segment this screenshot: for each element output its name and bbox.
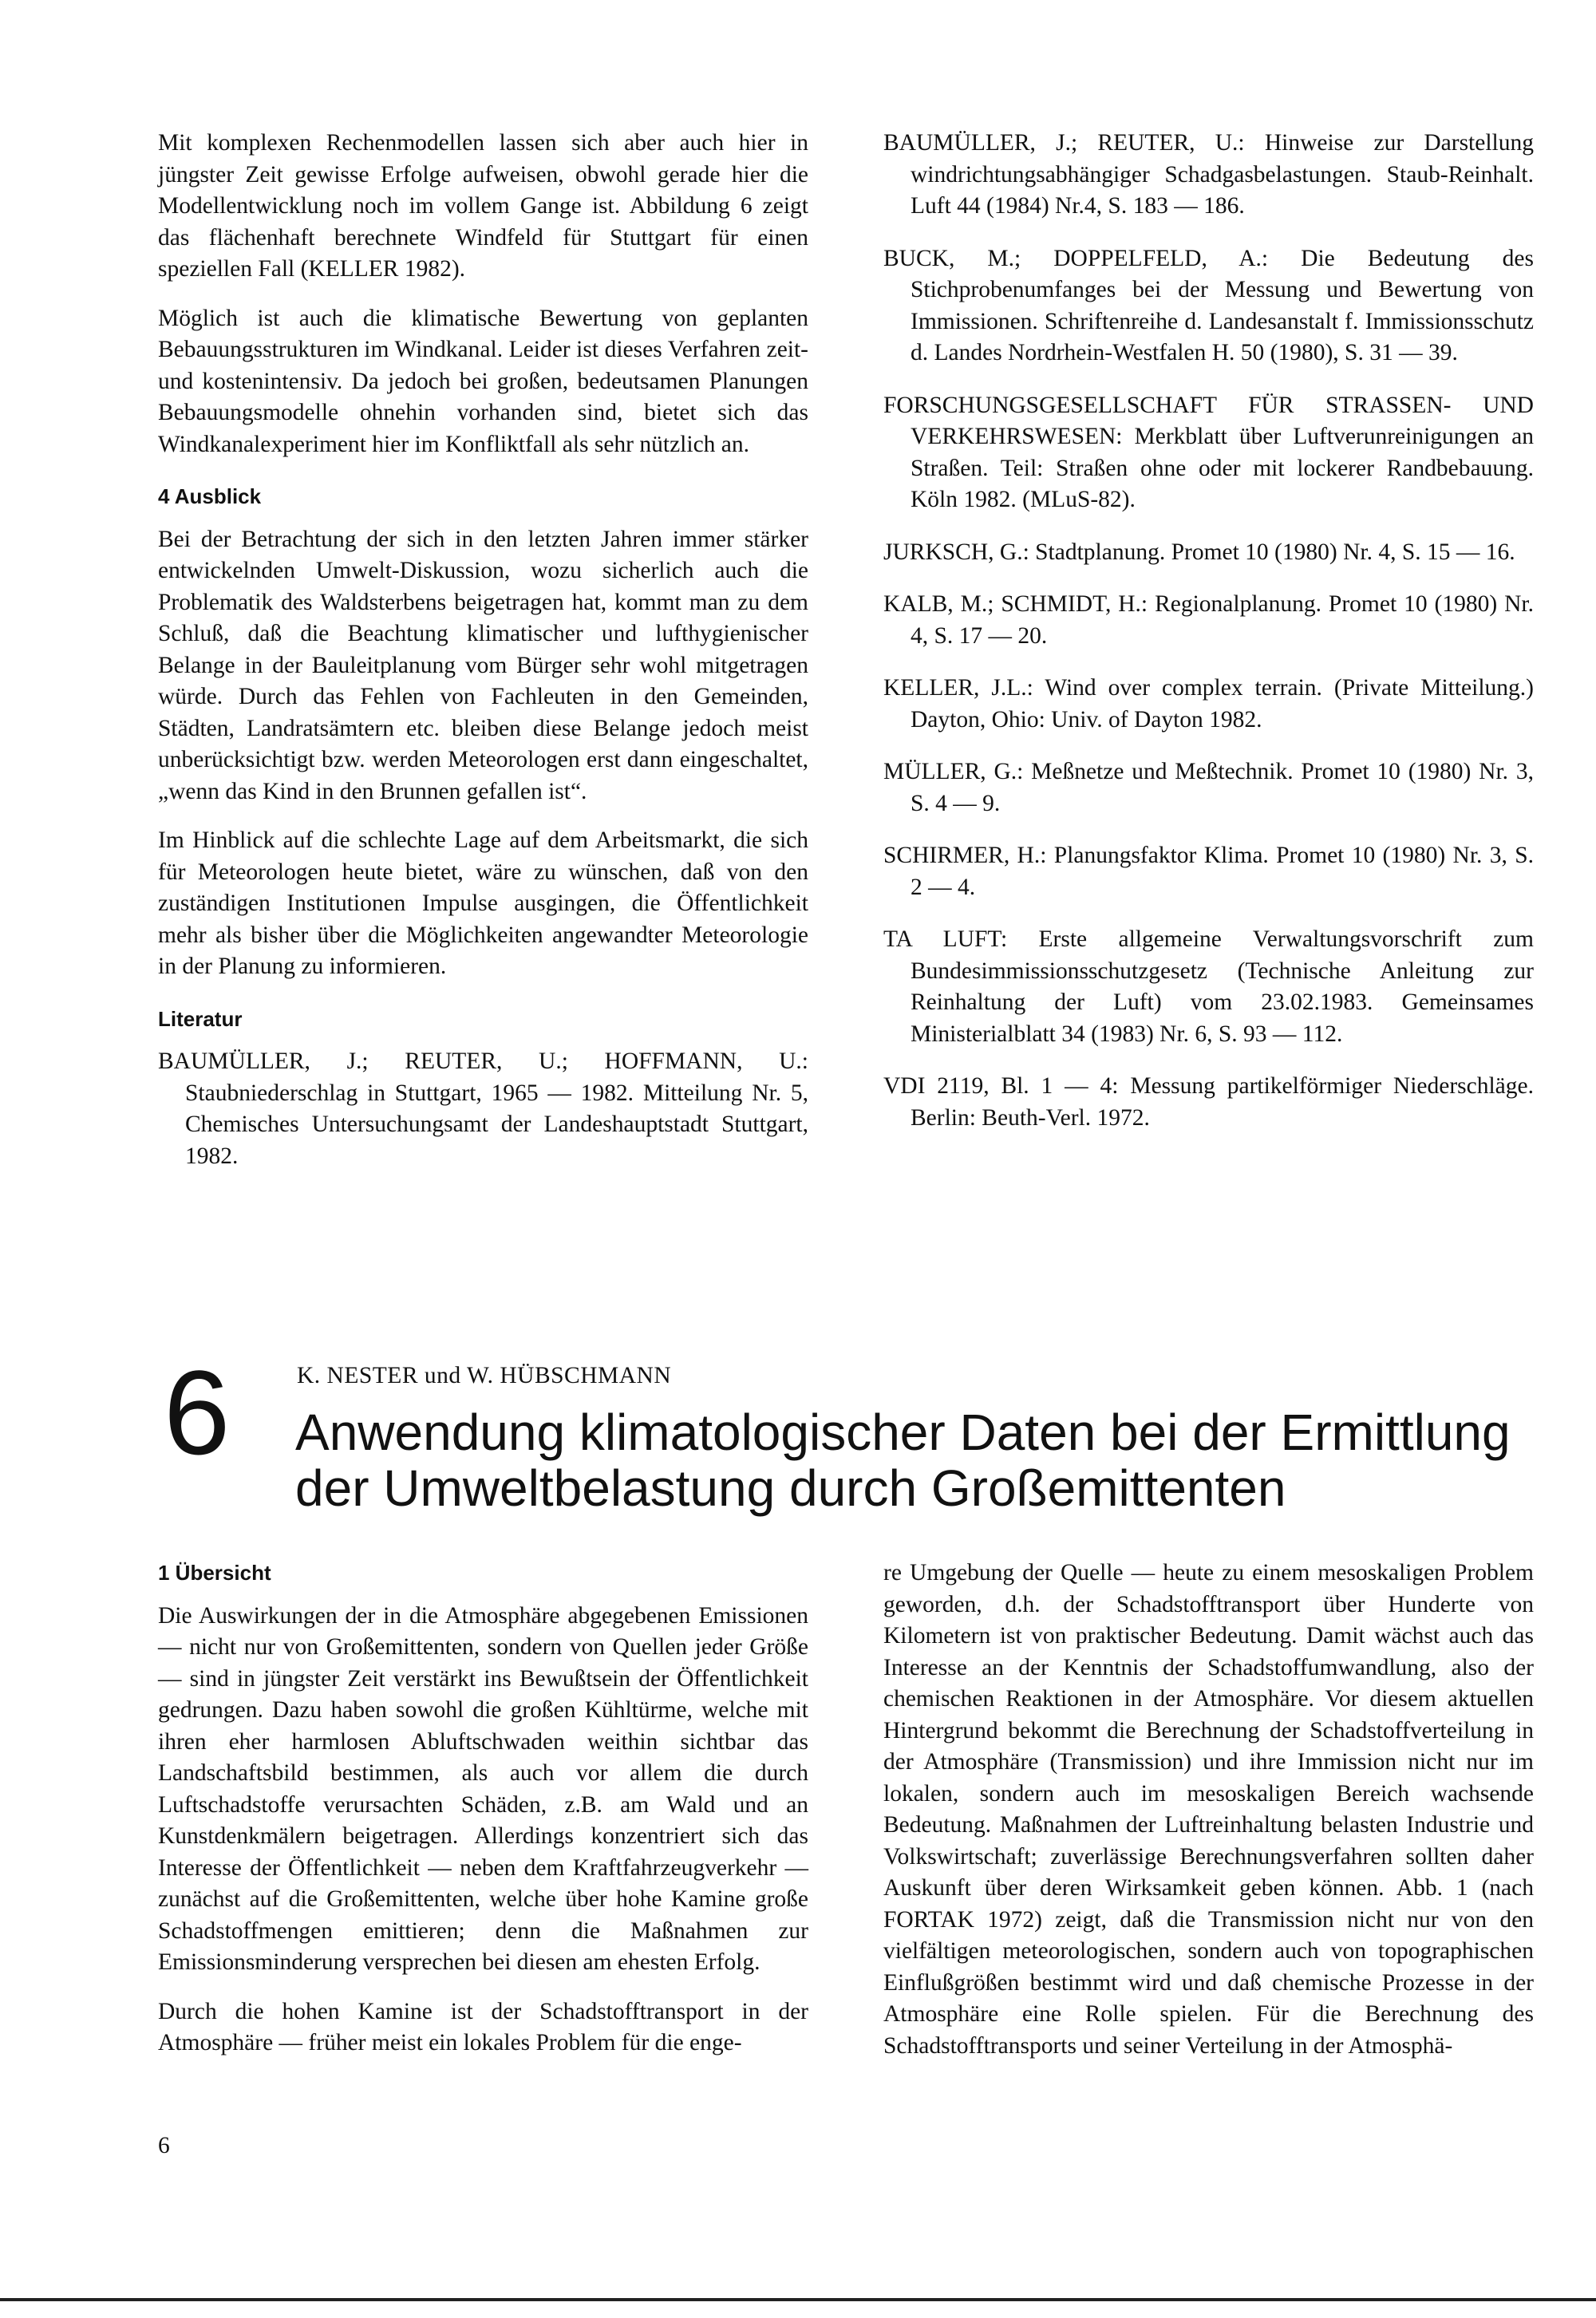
paragraph: Mit komplexen Rechenmodellen lassen sich aber auch hier in jüngster Zeit gewisse Erfolge aufweisen, obwohl gerade hier die Modellentwicklung noch im vollem Gange ist. Abbildung 6 zeigt das flächenhaft berechnete Windfeld für Stuttgart für einen speziellen Fall (KELLER 1982). — [158, 130, 808, 282]
paragraph: Durch die hohen Kamine ist der Schadstofftransport in der Atmosphäre — früher meist ein lokales Problem für die enge- — [158, 1998, 808, 2055]
right-column-bottom — [883, 1558, 1534, 2079]
bottom-rule — [0, 2298, 1596, 2301]
reference-entry: KELLER, J.L.: Wind over complex terrain. (Private Mitteilung.) Dayton, Ohio: Univ. of Dayton 1982. — [883, 675, 1534, 733]
left-column-bottom — [158, 1558, 808, 2077]
page-number: 6 — [158, 2133, 170, 2158]
reference-entry: KALB, M.; SCHMIDT, H.: Regionalplanung. Promet 10 (1980) Nr. 4, S. 17 — 20. — [883, 591, 1534, 649]
chapter-title: Anwendung klimatologischer Daten bei der Ermittlung der Umweltbelastung durch Großemittenten — [295, 1404, 1511, 1517]
paragraph: Im Hinblick auf die schlechte Lage auf dem Arbeitsmarkt, die sich für Meteorologen heute bietet, wäre zu wünschen, daß von den zuständigen Institutionen Impulse ausgingen, die Öffentlichkeit mehr als bisher über die Möglichkeiten angewandter Meteorologie in der Planung zu informieren. — [158, 827, 808, 979]
reference-entry: FORSCHUNGSGESELLSCHAFT FÜR STRASSEN- UND VERKEHRSWESEN: Merkblatt über Luftverunreinigungen an Straßen. Teil: Straßen ohne oder mit lockerer Randbebauung. Köln 1982. (MLuS-82). — [883, 392, 1534, 512]
section-heading-uebersicht: 1 Übersicht — [158, 1561, 271, 1585]
reference-entry: BAUMÜLLER, J.; REUTER, U.: Hinweise zur Darstellung windrichtungsabhängiger Schadgasbelastungen. Staub-Reinhalt. Luft 44 (1984) Nr.4, S. 183 — 186. — [883, 130, 1534, 219]
chapter-number: 6 — [164, 1345, 231, 1479]
left-column-top — [158, 128, 808, 1193]
right-column-top-references — [883, 128, 1534, 1155]
reference-entry: BAUMÜLLER, J.; REUTER, U.; HOFFMANN, U.: Staubniederschlag in Stuttgart, 1965 — 1982. Mitteilung Nr. 5, Chemisches Untersuchungsamt der Landeshauptstadt Stuttgart, 1982. — [158, 1048, 808, 1169]
paragraph: re Umgebung der Quelle — heute zu einem mesoskaligen Problem geworden, d.h. der Schadstofftransport über Hunderte von Kilometern ist von praktischer Bedeutung. Damit wächst auch das Interesse an der Kenntnis der Schadstoffumwandlung, also der chemischen Reaktionen in der Atmosphäre. Vor diesem aktuellen Hintergrund bekommt die Berechnung der Schadstoffverteilung in der Atmosphäre (Transmission) und ihre Immission nicht nur im lokalen, sondern auch im mesoskaligen Bereich wachsende Bedeutung. Maßnahmen der Luftreinhaltung belasten Industrie und Volkswirtschaft; zuverlässige Berechnungsverfahren sollten daher Auskunft über deren Wirksamkeit geben können. Abb. 1 (nach FORTAK 1972) zeigt, daß die Transmission nicht nur von den vielfältigen meteorologischen, sondern auch von topographischen Einflußgrößen bestimmt wird und daß chemische Prozesse in der Atmosphäre eine Rolle spielen. Für die Berechnung des Schadstofftransports und seiner Verteilung in der Atmosphä- — [883, 1560, 1534, 2059]
section-heading-ausblick: 4 Ausblick — [158, 484, 262, 508]
paragraph: Möglich ist auch die klimatische Bewertung von geplanten Bebauungsstrukturen im Windkanal. Leider ist dieses Verfahren zeit- und kostenintensiv. Da jedoch bei großen, bedeutsamen Planungen Bebauungsmodelle ohnehin vorhanden sind, bietet sich das Windkanalexperiment hier im Konfliktfall als sehr nützlich an. — [158, 305, 808, 457]
reference-entry: SCHIRMER, H.: Planungsfaktor Klima. Promet 10 (1980) Nr. 3, S. 2 — 4. — [883, 843, 1534, 900]
reference-entry: MÜLLER, G.: Meßnetze und Meßtechnik. Promet 10 (1980) Nr. 3, S. 4 — 9. — [883, 759, 1534, 816]
chapter-authors: K. NESTER und W. HÜBSCHMANN — [297, 1363, 672, 1388]
reference-entry: TA LUFT: Erste allgemeine Verwaltungsvorschrift zum Bundesimmissionsschutzgesetz (Technische Anleitung zur Reinhaltung der Luft) vom 23.02.1983. Gemeinsames Ministerialblatt 34 (1983) Nr. 6, S. 93 — 112. — [883, 926, 1534, 1047]
paragraph: Die Auswirkungen der in die Atmosphäre abgegebenen Emissionen — nicht nur von Großemittenten, sondern von Quellen jeder Größe — sind in jüngster Zeit verstärkt ins Bewußtsein der Öffentlichkeit gedrungen. Dazu haben sowohl die großen Kühltürme, welche mit ihren eher harmlosen Abluftschwaden weithin sichtbar das Landschaftsbild bestimmen, als auch vor allem die durch Luftschadstoffe verursachten Schäden, z.B. am Wald und an Kunstdenkmälern beigetragen. Allerdings konzentriert sich das Interesse der Öffentlichkeit — neben dem Kraftfahrzeugverkehr — zunächst auf die Großemittenten, welche über hohe Kamine große Schadstoffmengen emittieren; denn die Maßnahmen zur Emissionsminderung versprechen bei diesen am ehesten Erfolg. — [158, 1602, 808, 1975]
reference-entry: BUCK, M.; DOPPELFELD, A.: Die Bedeutung des Stichprobenumfanges bei der Messung und Bewertung von Immissionen. Schriftenreihe d. Landesanstalt f. Immissionsschutz d. Landes Nordrhein-Westfalen H. 50 (1980), S. 31 — 39. — [883, 245, 1534, 365]
paragraph: Bei der Betrachtung der sich in den letzten Jahren immer stärker entwickelnden Umwelt-Diskussion, wozu sicherlich auch die Problematik des Waldsterbens beigetragen hat, kommt man zu dem Schluß, daß die Beachtung klimatischer und lufthygienischer Belange in der Bauleitplanung vom Bürger sehr wohl mitgetragen würde. Durch das Fehlen von Fachleuten in den Gemeinden, Städten, Landratsämtern etc. bleiben diese Belange jedoch meist unberücksichtigt bzw. werden Meteorologen erst dann eingeschaltet, „wenn das Kind in den Brunnen gefallen ist“. — [158, 526, 808, 804]
reference-entry: VDI 2119, Bl. 1 — 4: Messung partikelförmiger Niederschläge. Berlin: Beuth-Verl. 1972. — [883, 1073, 1534, 1131]
literature-heading: Literatur — [158, 1006, 243, 1031]
reference-entry: JURKSCH, G.: Stadtplanung. Promet 10 (1980) Nr. 4, S. 15 — 16. — [883, 539, 1515, 565]
